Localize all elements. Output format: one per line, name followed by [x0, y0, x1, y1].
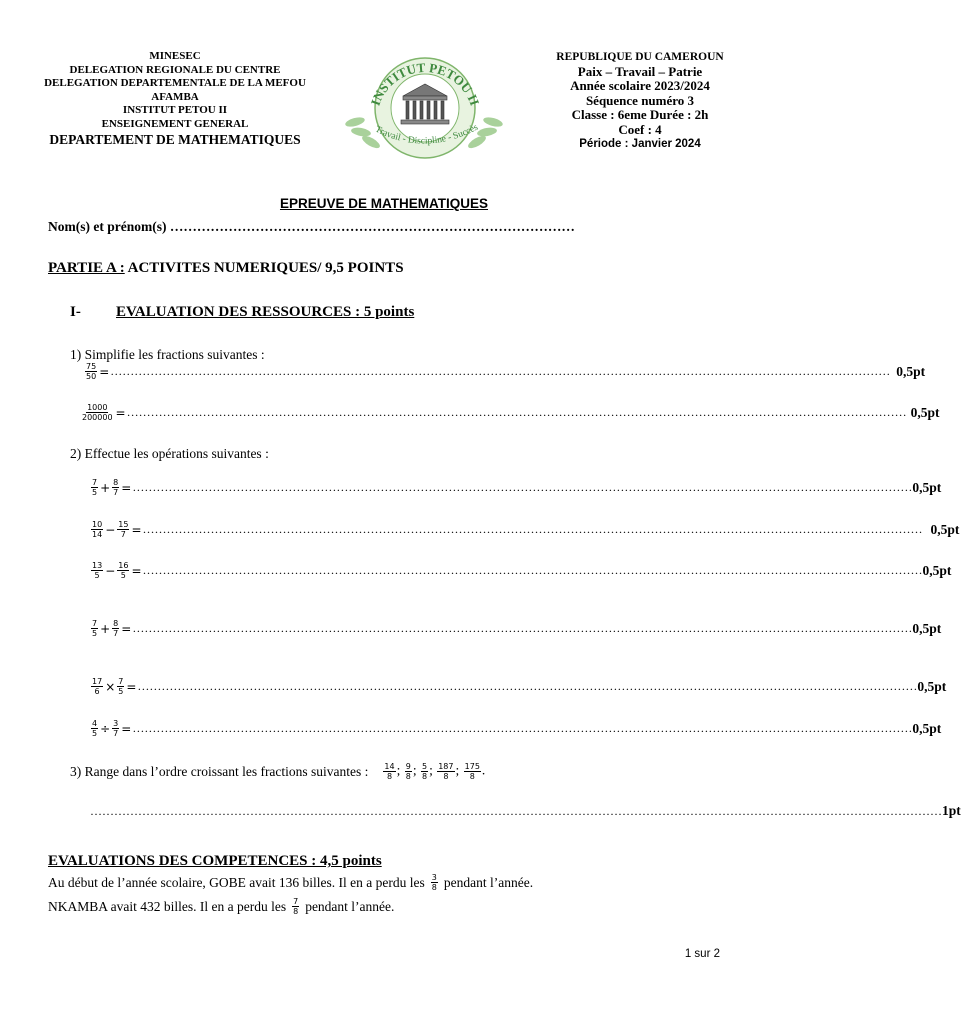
points: 0,5pt	[917, 678, 947, 694]
points: 1pt	[942, 803, 961, 818]
section-1-title: EVALUATION DES RESSOURCES : 5 points	[116, 304, 415, 320]
q2-item-3: $\frac{13}{5}$ − $\frac{16}{5}$ = …………………………………………………………………………………………………………………………………………………………………………… 0,5pt	[92, 561, 952, 580]
answer-dots[interactable]: ……………………………………………………………………………………………………………………………………………………………………………	[132, 480, 913, 494]
question-3-label: 3) Range dans l’ordre croissant les fractions suivantes :	[70, 763, 369, 779]
points: 0,5pt	[930, 521, 960, 537]
partie-a-label: PARTIE A :	[48, 260, 125, 276]
name-field-line: Nom(s) et prénom(s) ………………………………………………………………………………	[48, 219, 575, 234]
department-name: DEPARTEMENT DE MATHEMATIQUES	[49, 132, 301, 147]
logo-motto: Travail - Discipline - Succès	[373, 122, 480, 147]
question-3	[70, 762, 485, 781]
partie-a-heading	[48, 260, 404, 277]
fraction: $\frac{1000}{200000}$	[82, 403, 113, 422]
header-right	[540, 50, 740, 152]
problem-line-2: NKAMBA avait 432 billes. Il en a perdu les $\frac{7}{8}$ pendant l’année.	[48, 897, 395, 916]
q2-item-6: $\frac{4}{5}$ ÷ $\frac{3}{7}$ = …………………………………………………………………………………………………………………………………………………………………………… 0,5pt	[92, 719, 942, 738]
q1-item-1: $\frac{75}{50}$ = …………………………………………………………………………………………………………………………………………………………………………… 0,5pt	[86, 362, 926, 381]
sequence-number: Séquence numéro 3	[585, 92, 695, 108]
section-1-num: I-	[70, 304, 81, 320]
header-line: ENSEIGNEMENT GENERAL	[101, 117, 249, 130]
answer-dots[interactable]: ……………………………………………………………………………………………………………………………………………………………………………	[132, 721, 913, 735]
header-line: AFAMBA	[151, 90, 199, 103]
answer-dots[interactable]: ……………………………………………………………………………………………………………………………………………………………………………	[132, 621, 913, 635]
header-line: DELEGATION REGIONALE DU CENTRE	[69, 63, 281, 76]
problem-line-1: Au début de l’année scolaire, GOBE avait 136 billes. Il en a perdu les $\frac{3}{8}$ pendant l’année.	[48, 873, 534, 892]
header-line: MINESEC	[149, 50, 201, 62]
points: 0,5pt	[896, 363, 926, 379]
q2-item-1: $\frac{7}{5}$ + $\frac{8}{7}$ = …………………………………………………………………………………………………………………………………………………………………………… 0,5pt	[92, 478, 942, 497]
school-year: Année scolaire 2023/2024	[570, 78, 710, 93]
points: 0,5pt	[912, 479, 942, 495]
points: 0,5pt	[912, 620, 942, 636]
period: Période : Janvier 2024	[579, 138, 701, 150]
answer-dots[interactable]: ……………………………………………………………………………………………………………………………………………………………………………………………	[90, 803, 942, 818]
class-duration: Classe : 6eme Durée : 2h	[571, 107, 709, 122]
q2-item-2: $\frac{10}{14}$ − $\frac{15}{7}$ = …………………………………………………………………………………………………………………………………………………………………………… 0,5pt	[92, 520, 960, 539]
points: 0,5pt	[910, 404, 940, 420]
points: 0,5pt	[912, 720, 942, 736]
q3-answer	[90, 803, 961, 819]
republic-name: REPUBLIQUE DU CAMEROUN	[556, 51, 724, 63]
answer-dots[interactable]: ……………………………………………………………………………………………………………………………………………………………………………	[137, 679, 918, 693]
header-line: INSTITUT PETOU II	[122, 104, 228, 116]
header-line: DELEGATION DEPARTEMENTALE DE LA MEFOU	[44, 77, 306, 89]
q1-item-2: $\frac{1000}{200000}$ = …………………………………………………………………………………………………………………………………………………………………………… 0,5pt	[82, 403, 940, 422]
points: 0,5pt	[922, 562, 952, 578]
answer-dots[interactable]: ……………………………………………………………………………………………………………………………………………………………………………	[110, 364, 891, 378]
answer-dots[interactable]: ……………………………………………………………………………………………………………………………………………………………………………	[126, 405, 907, 419]
partie-a-text: ACTIVITES NUMERIQUES/ 9,5 POINTS	[124, 260, 404, 276]
question-1-label: 1) Simplifie les fractions suivantes :	[70, 347, 265, 362]
answer-dots[interactable]: ……………………………………………………………………………………………………………………………………………………………………………	[142, 563, 923, 577]
fraction-list: $\frac{14}{8}$ ; $\frac{9}{8}$ ; $\frac{5}{8}$ ; $\frac{187}{8}$ ; $\frac{175}{8}$ .	[384, 762, 486, 781]
national-motto: Paix – Travail – Patrie	[577, 63, 703, 79]
question-2-label: 2) Effectue les opérations suivantes :	[70, 446, 269, 461]
answer-dots[interactable]: ……………………………………………………………………………………………………………………………………………………………………………	[142, 522, 923, 536]
coefficient: Coef : 4	[618, 121, 662, 137]
q2-item-5: $\frac{17}{6}$ × $\frac{7}{5}$ = …………………………………………………………………………………………………………………………………………………………………………… 0,5pt	[92, 677, 947, 696]
page-number: 1 sur 2	[684, 948, 720, 960]
q2-item-4: $\frac{7}{5}$ + $\frac{8}{7}$ = …………………………………………………………………………………………………………………………………………………………………………… 0,5pt	[92, 619, 942, 638]
fraction: $\frac{75}{50}$	[86, 362, 97, 381]
school-logo	[345, 50, 503, 160]
section-2-title: EVALUATIONS DES COMPETENCES : 4,5 points	[48, 853, 382, 869]
logo-name: INSTITUT PETOU II	[367, 59, 483, 108]
exam-title: EPREUVE DE MATHEMATIQUES	[279, 196, 489, 211]
header-left	[20, 50, 330, 147]
